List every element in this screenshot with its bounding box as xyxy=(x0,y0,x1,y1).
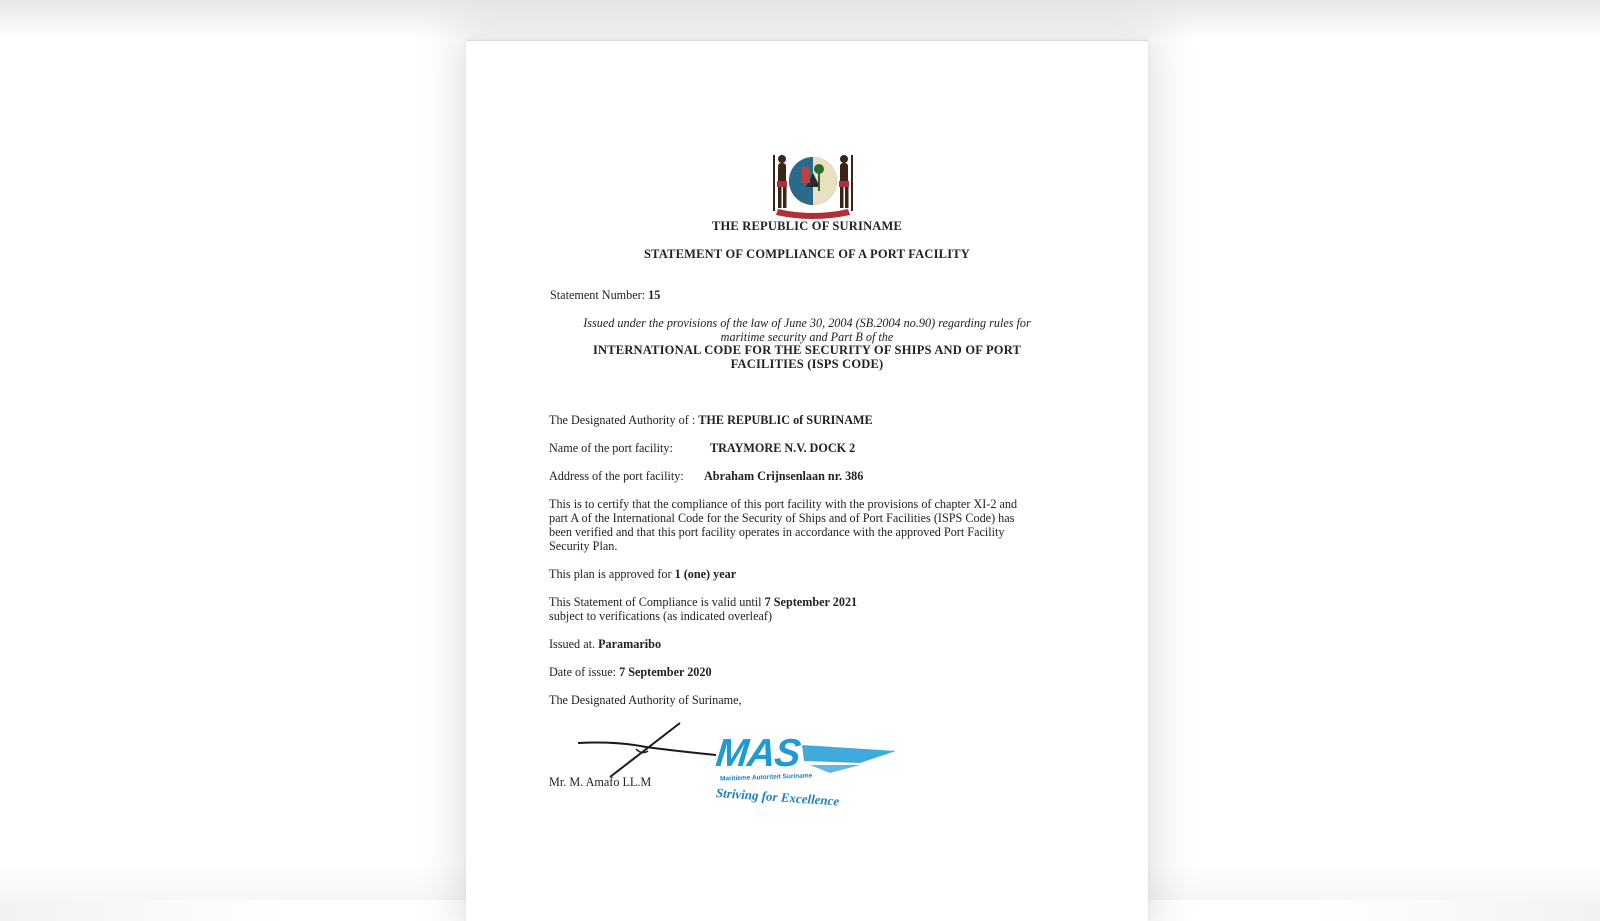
port-facility-name-value: TRAYMORE N.V. DOCK 2 xyxy=(710,441,856,455)
issued-under-line1: Issued under the provisions of the law of June 30, 2004 (SB.2004 no.90) regarding rules for xyxy=(583,316,1031,330)
approval-label: This plan is approved for xyxy=(549,567,672,581)
validity-note: subject to verifications (as indicated overleaf) xyxy=(549,609,773,623)
certify-line3: been verified and that this port facility operates in accordance with the approved Port Facility xyxy=(549,525,1005,539)
date-of-issue-label: Date of issue: xyxy=(549,665,617,679)
validity-value: 7 September 2021 xyxy=(764,595,858,609)
certify-line1: This is to certify that the compliance of this port facility with the provisions of chapter XI-2 and xyxy=(549,497,1018,511)
statement-number-label: Statement Number: xyxy=(550,288,646,302)
approval-row xyxy=(549,567,736,582)
signatory-name: Mr. M. Amafo LL.M xyxy=(549,775,652,789)
issued-at-value: Paramaribo xyxy=(598,637,662,651)
issued-under-line2: maritime security and Part B of the xyxy=(720,330,894,344)
port-facility-address-value: Abraham Crijnsenlaan nr. 386 xyxy=(704,469,864,483)
authority-value: THE REPUBLIC of SURINAME xyxy=(698,413,873,427)
date-of-issue-value: 7 September 2020 xyxy=(619,665,712,679)
signature-icon xyxy=(576,721,726,781)
issued-at-label: Issued at. xyxy=(549,637,596,651)
isps-code-line1: INTERNATIONAL CODE FOR THE SECURITY OF SHIPS AND OF PORT xyxy=(592,343,1022,357)
country-heading: THE REPUBLIC OF SURINAME xyxy=(711,219,903,233)
mas-organisation: Maritieme Autoriteit Suriname xyxy=(719,772,813,783)
isps-code-line2: FACILITIES (ISPS CODE) xyxy=(730,357,884,371)
port-facility-address-label: Address of the port facility: xyxy=(549,469,684,483)
issued-at-row xyxy=(549,637,661,652)
validity-label: This Statement of Compliance is valid until xyxy=(549,595,762,609)
mas-slogan: Striving for Excellence xyxy=(715,785,840,809)
statement-number-value: 15 xyxy=(648,288,661,302)
certify-line2: part A of the International Code for the Security of Ships and of Port Facilities (ISPS Code) has xyxy=(549,511,1015,525)
closing-authority: The Designated Authority of Suriname, xyxy=(549,693,742,707)
authority-row xyxy=(549,413,873,428)
coat-of-arms-icon xyxy=(768,151,858,221)
statement-number-row xyxy=(550,288,660,303)
mas-acronym: MAS xyxy=(713,732,802,775)
authority-label: The Designated Authority of : xyxy=(549,413,696,427)
date-of-issue-row xyxy=(549,665,712,680)
document-title: STATEMENT OF COMPLIANCE OF A PORT FACILITY xyxy=(643,247,971,261)
document-page xyxy=(466,40,1148,921)
port-facility-name-label: Name of the port facility: xyxy=(549,441,673,455)
certify-line4: Security Plan. xyxy=(549,539,618,553)
validity-row xyxy=(549,595,857,610)
approval-value: 1 (one) year xyxy=(674,567,737,581)
